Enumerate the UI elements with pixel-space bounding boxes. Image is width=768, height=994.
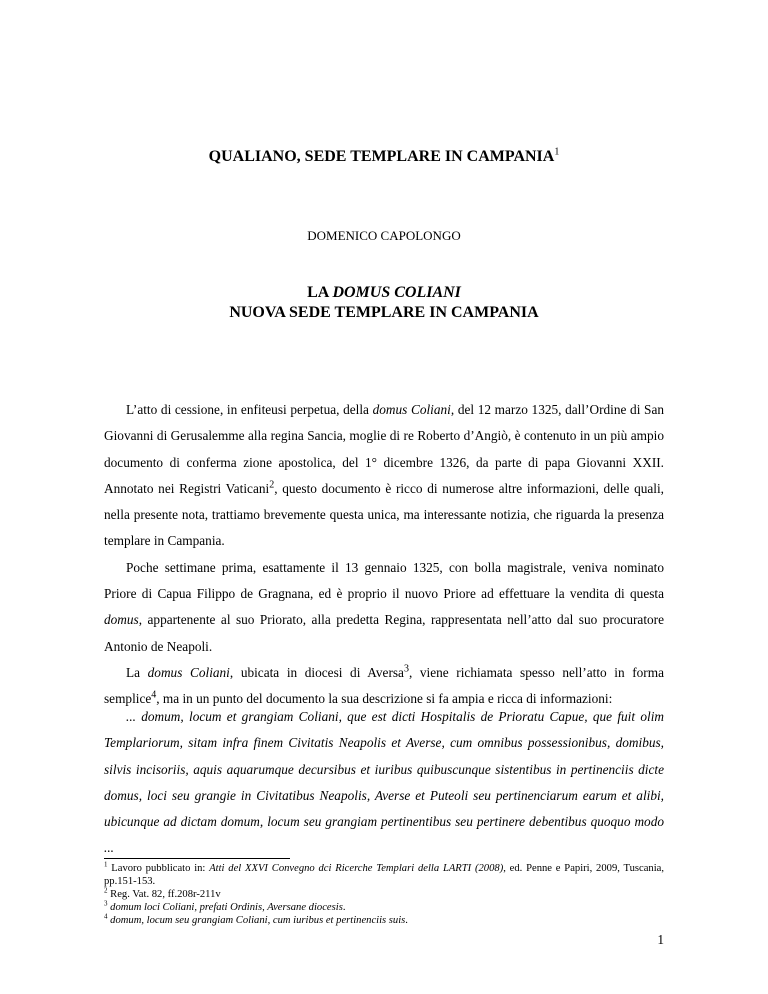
footnote-num: 4 <box>104 912 108 921</box>
footnote-text-end: . <box>405 915 408 926</box>
footnote-text: Reg. Vat. 82, ff.208r-211v <box>107 889 221 900</box>
footnote-ref-3[interactable]: 3 <box>403 663 409 675</box>
p2-a: Poche settimane prima, esattamente il 13 gennaio 1325, con bolla magistrale, veniva nominato Priore di Capua Filippo de Gragnana, ed è proprio il nuovo Priore ad effettuare la vendita di questa <box>104 559 664 602</box>
author-name: DOMENICO CAPOLONGO <box>307 228 461 243</box>
p3-italic: domus Coliani <box>147 664 230 680</box>
footnote-num: 1 <box>104 860 108 869</box>
heading-line-2: NUOVA SEDE TEMPLARE IN CAMPANIA <box>229 304 539 321</box>
footnote-ref-4[interactable]: 4 <box>151 689 157 701</box>
footnote-num: 3 <box>104 899 108 908</box>
p3-c: , viene richiamata spesso nell’atto in forma semplice <box>104 664 664 707</box>
p1-a: L’atto di cessione, in enfiteusi perpetua, della <box>126 402 373 417</box>
page-number: 1 <box>657 932 664 947</box>
heading-prefix: LA <box>307 284 333 301</box>
heading-line-1 <box>0 283 768 303</box>
document-title <box>0 148 768 166</box>
latin-quotation <box>104 704 664 862</box>
footnote-text: Lavoro pubblicato in: <box>107 863 210 874</box>
body-text <box>104 397 664 713</box>
footnote-ref-2[interactable]: 2 <box>269 479 275 491</box>
p2-b: , appartenente al suo Priorato, alla predetta Regina, rappresentata nell’atto dal suo procuratore Antonio de Neapoli. <box>104 612 664 654</box>
p1-b: , del 12 marzo 1325, dall’Ordine di San Giovanni di Gerusalemme alla regina Sancia, moglie di re Roberto d’Angiò, è contenuto in un più ampio documento di conferma zione apostolica, del 1° dicembre 1326, da parte di papa Giovanni XXII. Annotato nei Registri Vaticani <box>104 402 664 496</box>
p3-b: , ubicata in diocesi di Aversa <box>229 664 404 680</box>
title-text: QUALIANO, SEDE TEMPLARE IN CAMPANIA <box>208 148 555 165</box>
p3-d: , ma in un punto del documento la sua descrizione si fa ampia e ricca di informazioni: <box>156 691 613 707</box>
footnote-4 <box>104 914 664 927</box>
p1-c: , questo documento è ricco di numerose altre informazioni, delle quali, nella presente nota, trattiamo brevemente questa unica, ma interessante notizia, che riguarda la presenza templare in Campania. <box>104 480 664 549</box>
footnote-italic: domum loci Coliani, prefati Ordinis, Aversane diocesis <box>110 902 343 913</box>
footnote-3 <box>104 901 664 914</box>
title-footnote-ref[interactable]: 1 <box>554 146 560 158</box>
p3-a: La <box>126 664 148 680</box>
footnote-2 <box>104 888 664 901</box>
footnote-text-end: , ed. Penne e Papiri, 2009, Tuscania, pp.151-153. <box>104 863 665 887</box>
footnote-text-end: . <box>342 902 346 913</box>
footnote-italic: Atti del XXVI Convegno dci Ricerche Templari della LARTI (2008) <box>209 863 504 874</box>
heading-italic: DOMUS COLIANI <box>332 284 461 301</box>
p2-italic: domus <box>104 612 139 628</box>
p1-italic: domus Coliani <box>372 402 451 417</box>
footnote-1 <box>104 862 664 888</box>
footnotes <box>104 862 664 927</box>
section-heading <box>0 283 768 323</box>
paragraph-2 <box>104 555 664 660</box>
paragraph-1 <box>104 397 664 555</box>
footnote-num: 2 <box>104 886 108 895</box>
footnote-separator <box>104 858 290 859</box>
quote-text: ... domum, locum et grangiam Coliani, que est dicti Hospitalis de Prioratu Capue, que fuit olim Templariorum, sitam infra finem Civitatis Neapolis et Averse, cum omnibus possessionibus, domibus, silvis incisoriis, aquis aquarumque decursibus et iuribus quibuscunque sistentibus in pertinenciis dicte domus, loci seu grangie in Civitatibus Neapolis, Averse et Puteoli seu pertinenciarum earum et alibi, ubicunque ad dictam domum, locum seu grangiam pertinentibus seu pertinere debentibus quoquo modo ... <box>104 709 664 856</box>
footnote-italic: domum, locum seu grangiam Coliani, cum iuribus et pertinenciis suis <box>110 915 406 926</box>
